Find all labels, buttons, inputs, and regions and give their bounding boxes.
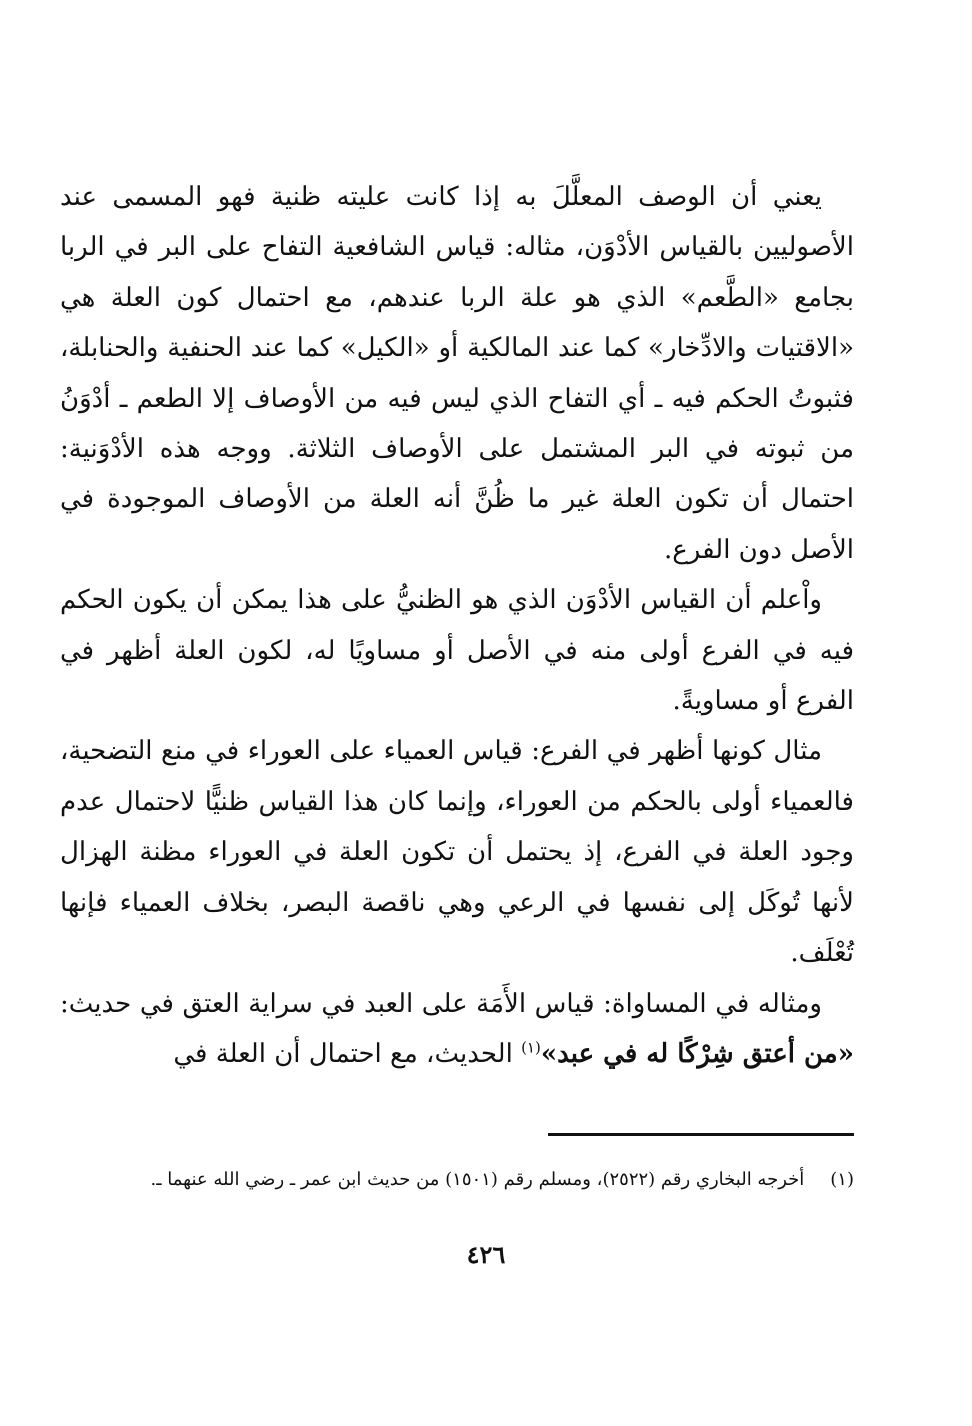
main-text-block bbox=[60, 172, 854, 1079]
footnote-divider bbox=[548, 1133, 854, 1136]
paragraph-3: مثال كونها أظهر في الفرع: قياس العمياء على العوراء في منع التضحية، فالعمياء أولى بالحكم من العوراء، وإنما كان هذا القياس ظنيًّا لاحتمال عدم وجود العلة في الفرع، إذ يحتمل أن تكون العلة في العوراء مظنة الهزال لأنها تُوكَل إلى نفسها في الرعي وهي ناقصة البصر، بخلاف العمياء فإنها تُعْلَف. bbox=[60, 736, 854, 969]
paragraph-4-start: ومثاله في المساواة: قياس الأَمَة على العبد في سراية العتق في حديث: bbox=[60, 988, 822, 1019]
footnote-text: أخرجه البخاري رقم (٢٥٢٢)، ومسلم رقم (١٥٠١) من حديث ابن عمر ـ رضي الله عنهما ـ. bbox=[150, 1169, 805, 1190]
paragraph-1: يعني أن الوصف المعلَّلَ به إذا كانت عليته ظنية فهو المسمى عند الأصوليين بالقياس الأدْوَن، مثاله: قياس الشافعية التفاح على البر في الربا بجامع «الطَّعم» الذي هو علة الربا عندهم، مع احتمال كون العلة هي «الاقتيات والادِّخار» كما عند المالكية أو «الكيل» كما عند الحنفية والحنابلة، فثبوتُ الحكم فيه ـ أي التفاح الذي ليس فيه من الأوصاف إلا الطعم ـ أدْوَنُ من ثبوته في البر المشتمل على الأوصاف الثلاثة. ووجه هذه الأدْوَنية: احتمال أن تكون العلة غير ما ظُنَّ أنه العلة من الأوصاف الموجودة في الأصل دون الفرع. bbox=[60, 182, 854, 565]
paragraph-4-end: الحديث، مع احتمال أن العلة في bbox=[173, 1038, 522, 1069]
footnote bbox=[60, 1163, 854, 1197]
paragraph-4 bbox=[60, 979, 854, 1080]
footnote-number: (١) bbox=[830, 1169, 854, 1190]
hadith-quote: «من أعتق شِرْكًا له في عبد» bbox=[540, 1038, 854, 1069]
paragraph-2: واْعلم أن القياس الأدْوَن الذي هو الظنيُّ على هذا يمكن أن يكون الحكم فيه في الفرع أولى منه في الأصل أو مساويًا له، لكون العلة أظهر في الفرع أو مساويةً. bbox=[60, 585, 854, 717]
page-number: ٤٢٦ bbox=[466, 1240, 506, 1269]
footnote-reference[interactable]: (١) bbox=[521, 1038, 541, 1057]
